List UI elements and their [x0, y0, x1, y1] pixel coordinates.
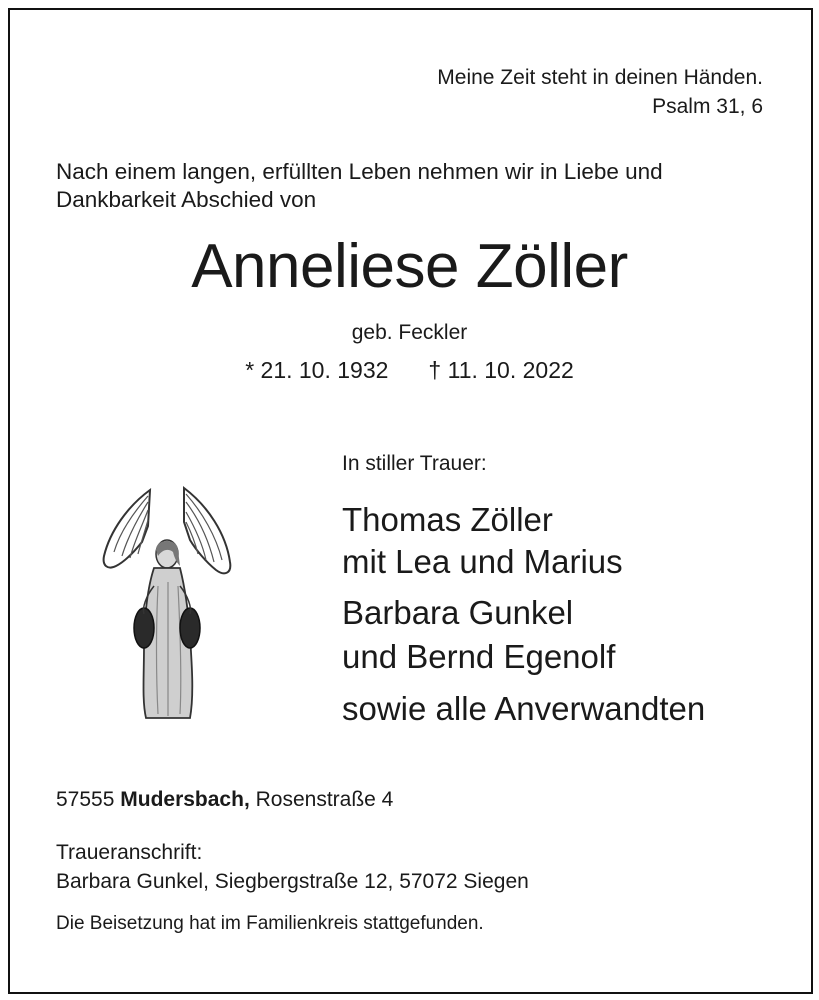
- angel-figure-icon: [98, 486, 238, 726]
- residence-address: [56, 788, 393, 812]
- mourning-address: [56, 838, 529, 896]
- intro-line-1: Nach einem langen, erfüllten Leben nehmen wir in Liebe und: [56, 159, 663, 184]
- mourning-address-label: Traueranschrift:: [56, 841, 203, 864]
- maiden-name: geb. Feckler: [351, 321, 468, 344]
- scripture-quote: [437, 63, 763, 121]
- mourning-address-line: Barbara Gunkel, Siegbergstraße 12, 57072 Siegen: [56, 870, 529, 893]
- address-city: Mudersbach,: [120, 788, 250, 811]
- mourner-line: Barbara Gunkel: [342, 594, 574, 631]
- death-date: † 11. 10. 2022: [428, 357, 574, 383]
- address-zip: 57555: [56, 788, 115, 811]
- burial-note: Die Beisetzung hat im Familienkreis stattgefunden.: [56, 913, 484, 934]
- deceased-name: Anneliese Zöller: [191, 232, 628, 301]
- quote-text: Meine Zeit steht in deinen Händen.: [437, 66, 763, 89]
- mourner-line: und Bernd Egenolf: [342, 638, 616, 675]
- mourner-line: sowie alle Anverwandten: [342, 690, 706, 727]
- birth-date: * 21. 10. 1932: [245, 357, 389, 383]
- mourners-label: In stiller Trauer:: [342, 452, 487, 475]
- quote-source: Psalm 31, 6: [652, 95, 763, 118]
- address-street: Rosenstraße 4: [255, 788, 394, 811]
- mourner-line: Thomas Zöller: [342, 501, 553, 538]
- intro-text: [56, 158, 663, 214]
- intro-line-2: Dankbarkeit Abschied von: [56, 187, 317, 212]
- mourner-line: mit Lea und Marius: [342, 543, 623, 580]
- life-dates: [0, 357, 819, 384]
